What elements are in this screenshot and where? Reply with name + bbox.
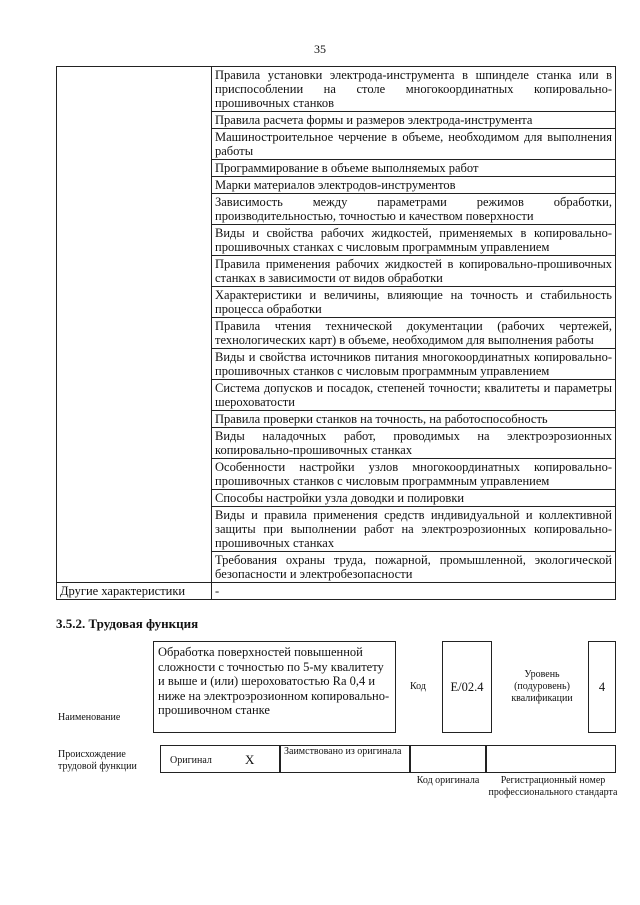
level-label: Уровень (подуровень) квалификации (511, 669, 573, 704)
knowledge-item: Программирование в объеме выполняемых работ (212, 160, 616, 177)
table-row (57, 67, 616, 112)
code-caption: Код оригинала (416, 775, 480, 786)
knowledge-label-cell (57, 67, 212, 583)
knowledge-item: Правила чтения технической документации (рабочих чертежей, технологических карт) в объеме, необходимом для выполнения работы (212, 318, 616, 349)
knowledge-item: Зависимость между параметрами режимов обработки, производительностью, точностью и качеством поверхности (212, 194, 616, 225)
registration-number-cell (486, 745, 616, 773)
knowledge-item: Виды и правила применения средств индивидуальной и коллективной защиты при выполнении работ на электроэрозионных копировально-прошивочных станках (212, 507, 616, 552)
registration-caption: Регистрационный номер профессионального стандарта (488, 775, 618, 798)
other-characteristics-label: Другие характеристики (57, 583, 212, 600)
knowledge-item: Правила установки электрода-инструмента в шпинделе станка или в приспособлении на столе многокоординатных копировально-прошивочных станков (212, 67, 616, 112)
knowledge-table (56, 66, 616, 600)
knowledge-item: Правила расчета формы и размеров электрода-инструмента (212, 112, 616, 129)
code-label: Код (410, 681, 426, 692)
knowledge-item: Характеристики и величины, влияющие на точность и стабильность процесса обработки (212, 287, 616, 318)
origin-label: Происхождение трудовой функции (58, 749, 137, 772)
knowledge-item: Виды и свойства рабочих жидкостей, применяемых в копировально-прошивочных станках с числовым программным управлением (212, 225, 616, 256)
function-name-box (153, 641, 396, 733)
knowledge-item: Виды наладочных работ, проводимых на электроэрозионных копировально-прошивочных станках (212, 428, 616, 459)
knowledge-item: Марки материалов электродов-инструментов (212, 177, 616, 194)
name-label: Наименование (58, 712, 121, 723)
knowledge-item: Правила проверки станков на точность, на работоспособность (212, 411, 616, 428)
knowledge-item: Требования охраны труда, пожарной, промышленной, экологической безопасности и электробезопасности (212, 552, 616, 583)
section-heading: 3.5.2. Трудовая функция (56, 616, 199, 631)
code-value: E/02.4 (450, 680, 484, 694)
function-name-value: Обработка поверхностей повышенной сложности с точностью по 5-му квалитету и выше и (или) шероховатостью Ra 0,4 и ниже на электроэрозионном копировально-прошивочном станке (158, 645, 390, 717)
original-label: Оригинал (170, 755, 212, 766)
knowledge-item: Особенности настройки узлов многокоординатных копировально-прошивочных станков с числовым программным управлением (212, 459, 616, 490)
other-characteristics-value: - (212, 583, 616, 600)
knowledge-item: Машиностроительное черчение в объеме, необходимом для выполнения работы (212, 129, 616, 160)
table-row (57, 583, 616, 600)
original-mark: X (245, 752, 255, 767)
knowledge-item: Система допусков и посадок, степеней точности; квалитеты и параметры шероховатости (212, 380, 616, 411)
page-number: 35 (314, 42, 326, 56)
knowledge-item: Правила применения рабочих жидкостей в копировально-прошивочных станках в зависимости от видов обработки (212, 256, 616, 287)
code-value-box (442, 641, 492, 733)
borrowed-label: Заимствовано из оригинала (284, 746, 402, 757)
level-value: 4 (598, 680, 606, 694)
knowledge-item: Способы настройки узла доводки и полировки (212, 490, 616, 507)
knowledge-item: Виды и свойства источников питания многокоординатных копировально-прошивочных станков с числовым программным управлением (212, 349, 616, 380)
level-value-box (588, 641, 616, 733)
original-code-cell (410, 745, 486, 773)
